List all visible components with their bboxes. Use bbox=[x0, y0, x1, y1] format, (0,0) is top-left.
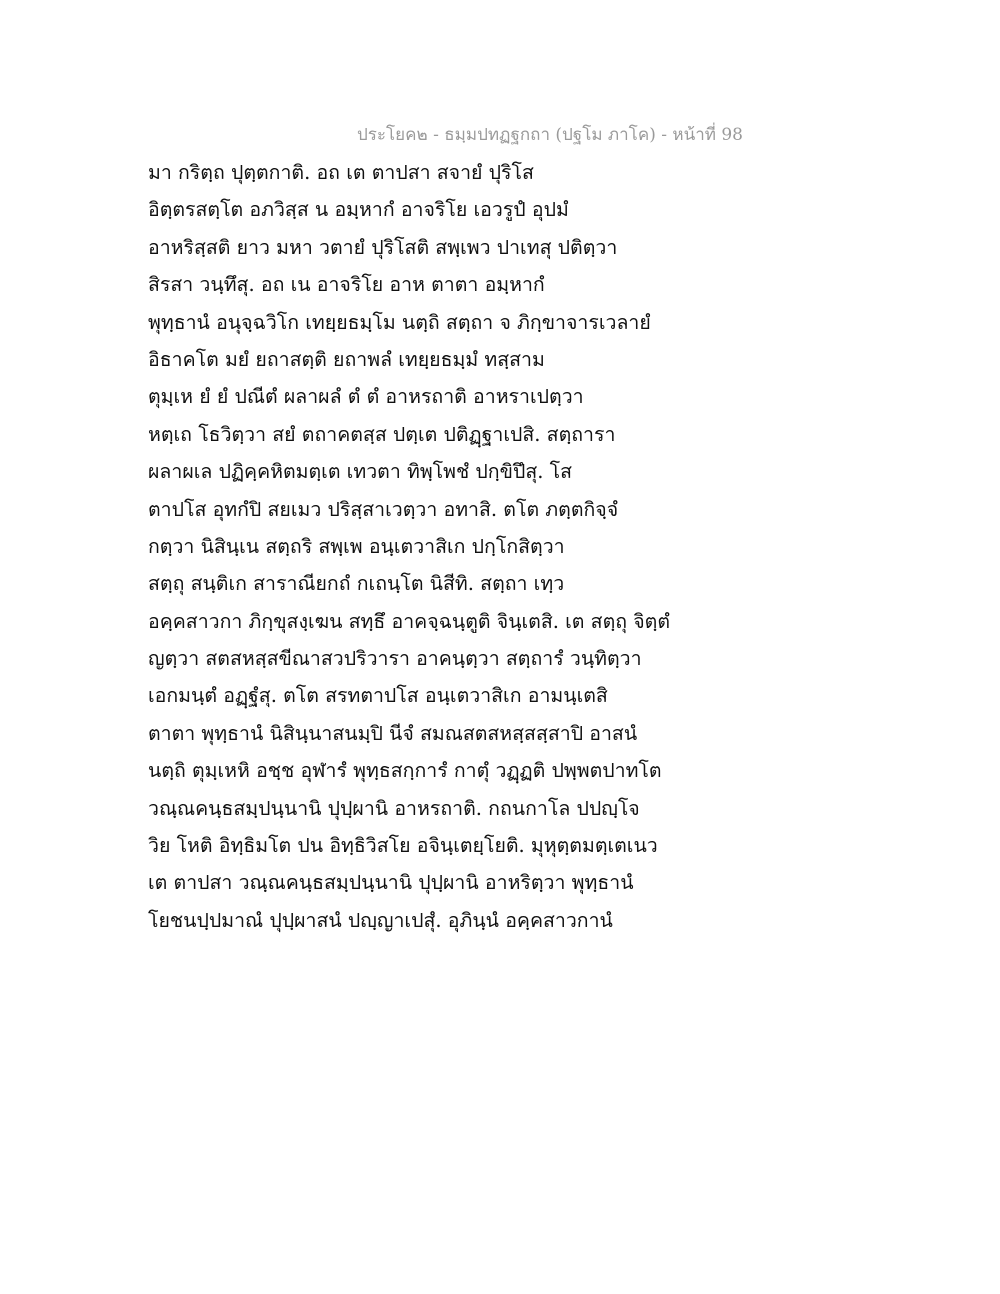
text-line: อคฺคสาวกา ภิกฺขุสงฺเฆน สทฺธึ อาคจฺฉนฺตูติ จินฺเตสิ. เต สตฺถุ จิตฺตํ bbox=[148, 609, 670, 633]
text-line: กตฺวา นิสินฺเน สตฺถริ สพฺเพ อนฺเตวาสิเก ปกฺโกสิตฺวา bbox=[148, 534, 565, 558]
text-line: สตฺถุ สนฺติเก สาราณียกถํ กเถนฺโต นิสีทิ. สตฺถา เทฺว bbox=[148, 572, 565, 596]
text-line: วณฺณคนฺธสมฺปนฺนานิ ปุปฺผานิ อาหรถาติ. กถนกาโล ปปญฺโจ bbox=[148, 796, 640, 820]
text-line: ตุมฺเห ยํ ยํ ปณีตํ ผลาผลํ ตํ ตํ อาหรถาติ อาหราเปตฺวา bbox=[148, 385, 584, 409]
text-line: ตาตา พุทฺธานํ นิสินฺนาสนมฺปิ นีจํ สมณสตสหสฺสสฺสาปิ อาสนํ bbox=[148, 721, 638, 745]
text-line: หตฺเถ โธวิตฺวา สยํ ตถาคตสฺส ปตฺเต ปติฏฺฐาเปสิ. สตฺถารา bbox=[148, 422, 616, 446]
text-line: มา กริตฺถ ปุตฺตกาติ. อถ เต ตาปสา สจายํ ปุริโส bbox=[148, 161, 534, 184]
running-header: ประโยค๒ - ธมฺมปทฏฐกถา (ปฐโม ภาโค) - หน้าที่ 98 bbox=[357, 125, 743, 145]
body-text bbox=[148, 154, 908, 939]
text-line: ญตฺวา สตสหสฺสขีณาสวปริวารา อาคนฺตฺวา สตฺถารํ วนฺทิตฺวา bbox=[148, 647, 642, 671]
text-line: โยชนปฺปมาณํ ปุปฺผาสนํ ปญฺญาเปสุํ. อุภินฺนํ อคฺคสาวกานํ bbox=[148, 908, 613, 932]
text-line: เต ตาปสา วณฺณคนฺธสมฺปนฺนานิ ปุปฺผานิ อาหริตฺวา พุทฺธานํ bbox=[148, 871, 634, 895]
text-line: ผลาผเล ปฏิคฺคหิตมตฺเต เทวตา ทิพฺโพชํ ปกฺขิปึสุ. โส bbox=[148, 460, 573, 484]
text-line: เอกมนฺตํ อฏฺฐํสุ. ตโต สรทตาปโส อนฺเตวาสิเก อามนฺเตสิ bbox=[148, 684, 608, 708]
text-line: วิย โหติ อิทฺธิมโต ปน อิทฺธิวิสโย อจินฺเตยฺโยติ. มุหุตฺตมตฺเตเนว bbox=[148, 834, 658, 858]
text-line: ตาปโส อุทกํปิ สยเมว ปริสฺสาเวตฺวา อทาสิ. ตโต ภตฺตกิจฺจํ bbox=[148, 497, 619, 521]
text-line: สิรสา วนฺทึสุ. อถ เน อาจริโย อาห ตาตา อมฺหากํ bbox=[148, 273, 545, 297]
text-line: อาหริสฺสติ ยาว มหา วตายํ ปุริโสติ สพฺเพว ปาเทสุ ปติตฺวา bbox=[148, 235, 618, 259]
text-line: พุทฺธานํ อนุจฺฉวิโก เทยฺยธมฺโม นตฺถิ สตฺถา จ ภิกฺขาจารเวลายํ bbox=[148, 310, 651, 334]
text-line: อิธาคโต มยํ ยถาสตฺติ ยถาพลํ เทยฺยธมฺมํ ทสฺสาม bbox=[148, 347, 545, 371]
text-line: อิตฺตรสตฺโต อภวิสฺส น อมฺหากํ อาจริโย เอวรูปํ อุปมํ bbox=[148, 198, 569, 222]
text-line: นตฺถิ ตุมฺเหหิ อชฺช อุฬารํ พุทฺธสกฺการํ กาตุํ วฏฺฏติ ปพฺพตปาทโต bbox=[148, 759, 662, 783]
